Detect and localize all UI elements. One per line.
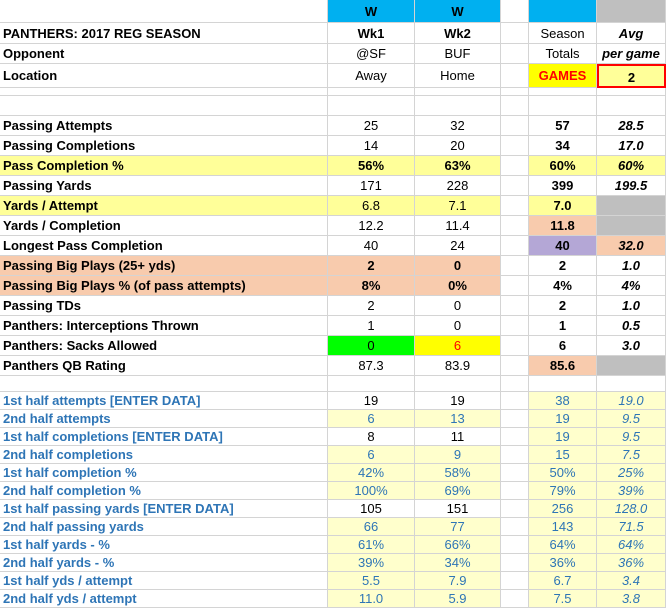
row-wk1[interactable]: 2 [328, 256, 415, 276]
half-row-wk1[interactable]: 6 [328, 410, 415, 428]
week-marker-2[interactable]: W [415, 0, 501, 23]
row-total[interactable]: 57 [529, 116, 597, 136]
spacer-row[interactable] [597, 88, 666, 96]
half-row-wk1[interactable]: 8 [328, 428, 415, 446]
spacer-row[interactable] [0, 376, 328, 392]
half-row-total[interactable]: 19 [529, 410, 597, 428]
half-row-total[interactable]: 50% [529, 464, 597, 482]
avg-gray-cell[interactable] [597, 0, 666, 23]
half-row-avg[interactable]: 19.0 [597, 392, 666, 410]
half-row-label[interactable]: 1st half completion % [0, 464, 328, 482]
row-label[interactable]: Longest Pass Completion [0, 236, 328, 256]
spacer-row[interactable] [501, 376, 529, 392]
spacer[interactable] [501, 482, 529, 500]
avg-label[interactable]: Avg [597, 23, 666, 44]
row-wk2[interactable]: 0 [415, 296, 501, 316]
half-row-label[interactable]: 1st half passing yards [ENTER DATA] [0, 500, 328, 518]
half-row-label[interactable]: 2nd half yds / attempt [0, 590, 328, 608]
spacer[interactable] [501, 590, 529, 608]
half-row-wk2[interactable]: 5.9 [415, 590, 501, 608]
half-row-avg[interactable]: 7.5 [597, 446, 666, 464]
half-row-wk2[interactable]: 77 [415, 518, 501, 536]
half-row-wk1[interactable]: 100% [328, 482, 415, 500]
half-row-label[interactable]: 2nd half attempts [0, 410, 328, 428]
row-wk1[interactable]: 171 [328, 176, 415, 196]
half-row-wk2[interactable]: 19 [415, 392, 501, 410]
spacer[interactable] [501, 156, 529, 176]
spacer[interactable] [501, 316, 529, 336]
half-row-total[interactable]: 256 [529, 500, 597, 518]
spacer[interactable] [501, 136, 529, 156]
row-label[interactable]: Passing Big Plays (25+ yds) [0, 256, 328, 276]
row-avg[interactable]: 1.0 [597, 296, 666, 316]
spacer-row[interactable] [0, 96, 328, 116]
per-game-label[interactable]: per game [597, 44, 666, 64]
row-avg[interactable] [597, 356, 666, 376]
row-avg[interactable] [597, 216, 666, 236]
row-total[interactable]: 34 [529, 136, 597, 156]
half-row-avg[interactable]: 39% [597, 482, 666, 500]
row-wk1[interactable]: 87.3 [328, 356, 415, 376]
spacer-row[interactable] [328, 376, 415, 392]
opponent-label[interactable]: Opponent [0, 44, 328, 64]
spacer[interactable] [501, 64, 529, 88]
row-label[interactable]: Passing Big Plays % (of pass attempts) [0, 276, 328, 296]
row-wk2[interactable]: 228 [415, 176, 501, 196]
half-row-avg[interactable]: 36% [597, 554, 666, 572]
spacer[interactable] [501, 336, 529, 356]
row-wk1[interactable]: 8% [328, 276, 415, 296]
half-row-wk1[interactable]: 6 [328, 446, 415, 464]
row-total[interactable]: 1 [529, 316, 597, 336]
row-total[interactable]: 6 [529, 336, 597, 356]
season-blue-cell[interactable] [529, 0, 597, 23]
row-wk1[interactable]: 1 [328, 316, 415, 336]
row-wk2[interactable]: 0 [415, 256, 501, 276]
row-wk2[interactable]: 0 [415, 316, 501, 336]
spacer[interactable] [501, 572, 529, 590]
half-row-wk2[interactable]: 7.9 [415, 572, 501, 590]
row-avg[interactable]: 17.0 [597, 136, 666, 156]
row-total[interactable]: 4% [529, 276, 597, 296]
row-label[interactable]: Passing TDs [0, 296, 328, 316]
games-value[interactable]: 2 [597, 64, 666, 88]
location-label[interactable]: Location [0, 64, 328, 88]
row-label[interactable]: Yards / Attempt [0, 196, 328, 216]
row-avg[interactable]: 32.0 [597, 236, 666, 256]
wk1-label[interactable]: Wk1 [328, 23, 415, 44]
spacer[interactable] [501, 500, 529, 518]
spacer-row[interactable] [415, 96, 501, 116]
row-total[interactable]: 85.6 [529, 356, 597, 376]
half-row-label[interactable]: 2nd half completion % [0, 482, 328, 500]
spacer[interactable] [501, 23, 529, 44]
half-row-wk2[interactable]: 66% [415, 536, 501, 554]
row-label[interactable]: Panthers: Sacks Allowed [0, 336, 328, 356]
row-wk1[interactable]: 40 [328, 236, 415, 256]
row-wk1[interactable]: 14 [328, 136, 415, 156]
row-wk2[interactable]: 32 [415, 116, 501, 136]
row-total[interactable]: 2 [529, 256, 597, 276]
row-wk2[interactable]: 11.4 [415, 216, 501, 236]
row-avg[interactable]: 1.0 [597, 256, 666, 276]
half-row-wk1[interactable]: 61% [328, 536, 415, 554]
totals-label[interactable]: Totals [529, 44, 597, 64]
row-label[interactable]: Pass Completion % [0, 156, 328, 176]
half-row-wk2[interactable]: 11 [415, 428, 501, 446]
row-total[interactable]: 7.0 [529, 196, 597, 216]
row-avg[interactable]: 199.5 [597, 176, 666, 196]
row-avg[interactable]: 60% [597, 156, 666, 176]
half-row-avg[interactable]: 9.5 [597, 410, 666, 428]
half-row-wk2[interactable]: 9 [415, 446, 501, 464]
row-label[interactable]: Panthers QB Rating [0, 356, 328, 376]
half-row-total[interactable]: 79% [529, 482, 597, 500]
opp2[interactable]: BUF [415, 44, 501, 64]
spacer[interactable] [501, 296, 529, 316]
half-row-avg[interactable]: 3.8 [597, 590, 666, 608]
row-wk2[interactable]: 6 [415, 336, 501, 356]
spacer[interactable] [501, 428, 529, 446]
row-total[interactable]: 2 [529, 296, 597, 316]
spacer[interactable] [501, 536, 529, 554]
half-row-avg[interactable]: 128.0 [597, 500, 666, 518]
half-row-total[interactable]: 36% [529, 554, 597, 572]
half-row-total[interactable]: 143 [529, 518, 597, 536]
week-marker-1[interactable]: W [328, 0, 415, 23]
row-avg[interactable]: 4% [597, 276, 666, 296]
row-wk2[interactable]: 83.9 [415, 356, 501, 376]
half-row-total[interactable]: 19 [529, 428, 597, 446]
row-wk2[interactable]: 63% [415, 156, 501, 176]
spacer-row[interactable] [415, 376, 501, 392]
spacer[interactable] [501, 256, 529, 276]
header-blank[interactable] [0, 0, 328, 23]
spacer-row[interactable] [597, 96, 666, 116]
spacer-row[interactable] [0, 88, 328, 96]
half-row-total[interactable]: 64% [529, 536, 597, 554]
half-row-label[interactable]: 1st half completions [ENTER DATA] [0, 428, 328, 446]
half-row-avg[interactable]: 9.5 [597, 428, 666, 446]
spacer-row[interactable] [529, 96, 597, 116]
spacer[interactable] [501, 554, 529, 572]
row-total[interactable]: 399 [529, 176, 597, 196]
half-row-wk1[interactable]: 66 [328, 518, 415, 536]
row-total[interactable]: 40 [529, 236, 597, 256]
spacer[interactable] [501, 410, 529, 428]
row-label[interactable]: Passing Completions [0, 136, 328, 156]
games-label[interactable]: GAMES [529, 64, 597, 88]
wk2-label[interactable]: Wk2 [415, 23, 501, 44]
spacer[interactable] [501, 446, 529, 464]
half-row-total[interactable]: 7.5 [529, 590, 597, 608]
opp1[interactable]: @SF [328, 44, 415, 64]
half-row-wk1[interactable]: 19 [328, 392, 415, 410]
row-label[interactable]: Passing Yards [0, 176, 328, 196]
spacer-row[interactable] [597, 376, 666, 392]
spacer[interactable] [501, 464, 529, 482]
row-wk1[interactable]: 56% [328, 156, 415, 176]
spacer[interactable] [501, 392, 529, 410]
spacer[interactable] [501, 196, 529, 216]
half-row-avg[interactable]: 25% [597, 464, 666, 482]
half-row-avg[interactable]: 71.5 [597, 518, 666, 536]
spacer-row[interactable] [501, 96, 529, 116]
row-label[interactable]: Passing Attempts [0, 116, 328, 136]
spacer-row[interactable] [415, 88, 501, 96]
spacer[interactable] [501, 236, 529, 256]
half-row-wk2[interactable]: 34% [415, 554, 501, 572]
spacer[interactable] [501, 356, 529, 376]
half-row-label[interactable]: 2nd half completions [0, 446, 328, 464]
half-row-total[interactable]: 38 [529, 392, 597, 410]
half-row-label[interactable]: 1st half yds / attempt [0, 572, 328, 590]
half-row-wk2[interactable]: 13 [415, 410, 501, 428]
half-row-avg[interactable]: 64% [597, 536, 666, 554]
half-row-wk1[interactable]: 11.0 [328, 590, 415, 608]
row-wk2[interactable]: 20 [415, 136, 501, 156]
page-title[interactable]: PANTHERS: 2017 REG SEASON [0, 23, 328, 44]
row-wk1[interactable]: 25 [328, 116, 415, 136]
spacer-row[interactable] [328, 96, 415, 116]
half-row-label[interactable]: 1st half yards - % [0, 536, 328, 554]
row-wk1[interactable]: 0 [328, 336, 415, 356]
half-row-wk2[interactable]: 151 [415, 500, 501, 518]
half-row-label[interactable]: 2nd half yards - % [0, 554, 328, 572]
spacer-row[interactable] [529, 376, 597, 392]
half-row-label[interactable]: 2nd half passing yards [0, 518, 328, 536]
spacer[interactable] [501, 116, 529, 136]
season-label[interactable]: Season [529, 23, 597, 44]
row-total[interactable]: 11.8 [529, 216, 597, 236]
half-row-total[interactable]: 6.7 [529, 572, 597, 590]
spacer[interactable] [501, 176, 529, 196]
half-row-wk1[interactable]: 39% [328, 554, 415, 572]
row-wk2[interactable]: 7.1 [415, 196, 501, 216]
loc1[interactable]: Away [328, 64, 415, 88]
row-avg[interactable] [597, 196, 666, 216]
half-row-wk2[interactable]: 69% [415, 482, 501, 500]
row-avg[interactable]: 0.5 [597, 316, 666, 336]
half-row-wk1[interactable]: 5.5 [328, 572, 415, 590]
half-row-total[interactable]: 15 [529, 446, 597, 464]
row-wk2[interactable]: 0% [415, 276, 501, 296]
spacer-row[interactable] [529, 88, 597, 96]
spacer-row[interactable] [501, 88, 529, 96]
loc2[interactable]: Home [415, 64, 501, 88]
row-wk1[interactable]: 2 [328, 296, 415, 316]
row-label[interactable]: Panthers: Interceptions Thrown [0, 316, 328, 336]
spacer[interactable] [501, 0, 529, 23]
row-label[interactable]: Yards / Completion [0, 216, 328, 236]
spacer[interactable] [501, 518, 529, 536]
half-row-avg[interactable]: 3.4 [597, 572, 666, 590]
half-row-wk1[interactable]: 105 [328, 500, 415, 518]
spacer[interactable] [501, 44, 529, 64]
row-wk1[interactable]: 6.8 [328, 196, 415, 216]
spacer[interactable] [501, 276, 529, 296]
row-wk2[interactable]: 24 [415, 236, 501, 256]
half-row-wk2[interactable]: 58% [415, 464, 501, 482]
spacer-row[interactable] [328, 88, 415, 96]
row-avg[interactable]: 28.5 [597, 116, 666, 136]
half-row-label[interactable]: 1st half attempts [ENTER DATA] [0, 392, 328, 410]
row-avg[interactable]: 3.0 [597, 336, 666, 356]
spacer[interactable] [501, 216, 529, 236]
half-row-wk1[interactable]: 42% [328, 464, 415, 482]
row-total[interactable]: 60% [529, 156, 597, 176]
row-wk1[interactable]: 12.2 [328, 216, 415, 236]
